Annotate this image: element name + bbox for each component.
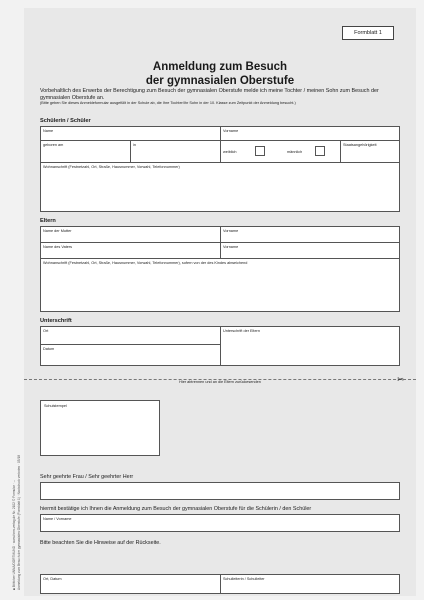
signature-heading: Unterschrift: [40, 318, 72, 324]
intro-text: [40, 88, 400, 106]
student-vorname-field[interactable]: Vorname: [221, 127, 399, 141]
student-address-field[interactable]: Wohnanschrift (Festnetzahl, Ort, Straße, Hausnummer, Vorwahl, Telefonnummer): [43, 164, 180, 169]
page-title: [24, 60, 416, 88]
principal-signature-field[interactable]: Schulleiterin / Schulleiter: [223, 576, 265, 581]
student-nationality-field[interactable]: Staatsangehörigkeit: [341, 141, 399, 163]
father-vorname-field[interactable]: Vorname: [221, 243, 399, 259]
parents-address-field[interactable]: Wohnanschrift (Festnetzahl, Ort, Straße, Hausnummer, Vorwahl, Telefonnummer), sofern von der des Kindes abweichend: [43, 260, 248, 265]
maennlich-label: männlich: [287, 150, 303, 154]
signature-box: [40, 326, 400, 366]
greeting-field[interactable]: [40, 482, 400, 500]
title-line-2: der gymnasialen Oberstufe: [145, 75, 295, 87]
parents-signature-field[interactable]: Unterschrift der Eltern: [223, 328, 260, 333]
sidebar-imprint: [2, 360, 21, 590]
student-box: [40, 126, 400, 212]
hint-text: Bitte beachten Sie die Hinweise auf der Rückseite.: [40, 540, 161, 546]
school-stamp-label: Schulstempel: [44, 404, 67, 408]
maennlich-checkbox[interactable]: [315, 146, 325, 156]
title-line-1: Anmeldung zum Besuch: [152, 61, 288, 73]
name-vorname-label: Name / Vorname: [43, 516, 72, 521]
student-name-confirm-field[interactable]: [40, 514, 400, 532]
school-stamp-box: [40, 400, 160, 456]
intro-note: (Bitte geben Sie dieses Anmeldeformular ausgefüllt in der Schule ab, die Ihre Tochter/Ihr Sohn in der 10. Klasse zum Zeitpunkt der Anmeldung besucht.): [40, 101, 296, 106]
student-birthplace-field[interactable]: in: [131, 141, 221, 163]
confirmation-text: hiermit bestätige ich Ihnen die Anmeldung zum Besuch der gymnasialen Oberstufe für die Schülerin / den Schüler: [40, 506, 312, 512]
father-name-field[interactable]: Name des Vaters: [41, 243, 221, 259]
signature-datum-field[interactable]: Datum: [41, 345, 221, 365]
student-gender-cell: [221, 141, 341, 163]
sidebar-imprint-line-2: Anmeldung zum Besuch der gymnasialen Oberstufe (Formblatt 1) · Nachdruck verboten · 05/18: [17, 454, 21, 590]
form-tag: Formblatt 1: [342, 26, 394, 40]
student-birthdate-field[interactable]: geboren am: [41, 141, 131, 163]
greeting-text: Sehr geehrte Frau / Sehr geehrter Herr: [40, 474, 134, 480]
cut-instruction: Hier abtrennen und an die Eltern zurückesenden: [179, 380, 261, 384]
student-name-field[interactable]: Name: [41, 127, 221, 141]
reply-ort-datum-field[interactable]: Ort, Datum: [41, 575, 221, 593]
scissors-icon: ✂: [397, 375, 404, 384]
signature-ort-field[interactable]: Ort: [41, 327, 221, 345]
parents-box: [40, 226, 400, 312]
mother-vorname-field[interactable]: Vorname: [221, 227, 399, 243]
parents-heading: Eltern: [40, 218, 56, 224]
intro-paragraph: Vorbehaltlich des Erwerbs der Berechtigung zum Besuch der gymnasialen Oberstufe melde ich meine Tochter / meinen Sohn zum Besuch der gymnasialen Oberstufe an.: [40, 88, 379, 101]
sidebar-imprint-line-1: ■ Böttcher UNNA/DORTMUND · www.form-verlag.de Nr. 2102 © Formular · ...: [12, 479, 16, 590]
reply-signature-box: [40, 574, 400, 594]
weiblich-label: weiblich: [223, 150, 237, 154]
weiblich-checkbox[interactable]: [255, 146, 265, 156]
student-heading: Schülerin / Schüler: [40, 118, 91, 124]
form-page: [24, 8, 416, 596]
mother-name-field[interactable]: Name der Mutter: [41, 227, 221, 243]
